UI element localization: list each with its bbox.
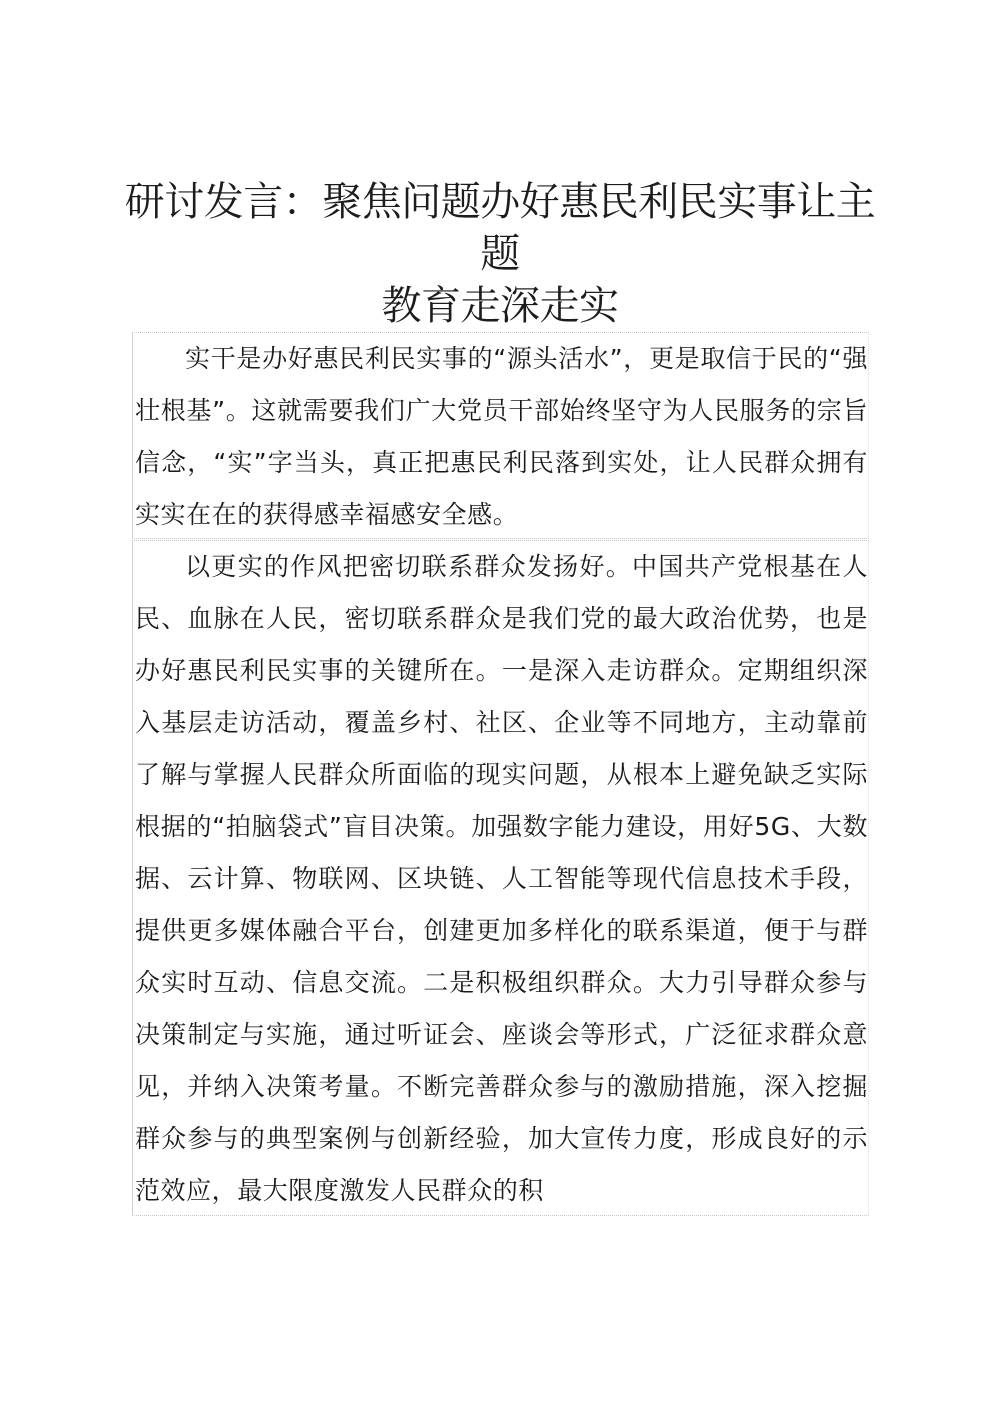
- document-title: [110, 176, 890, 332]
- paragraph-block-2: [132, 540, 869, 1216]
- title-line-2: 教育走深走实: [381, 283, 619, 329]
- paragraph-2: 以更实的作风把密切联系群众发扬好。中国共产党根基在人民、血脉在人民，密切联系群众是我们党的最大政治优势，也是办好惠民利民实事的关键所在。一是深入走访群众。定期组织深入基层走访活动，覆盖乡村、社区、企业等不同地方，主动靠前了解与掌握人民群众所面临的现实问题，从根本上避免缺乏实际根据的“拍脑袋式”盲目决策。加强数字能力建设，用好5G、大数据、云计算、物联网、区块链、人工智能等现代信息技术手段，提供更多媒体融合平台，创建更加多样化的联系渠道，便于与群众实时互动、信息交流。二是积极组织群众。大力引导群众参与决策制定与实施，通过听证会、座谈会等形式，广泛征求群众意见，并纳入决策考量。不断完善群众参与的激励措施，深入挖掘群众参与的典型案例与创新经验，加大宣传力度，形成良好的示范效应，最大限度激发人民群众的积: [135, 552, 868, 1205]
- title-line-1: 研讨发言：聚焦问题办好惠民利民实事让主题: [124, 179, 876, 277]
- paragraph-block-1: [132, 332, 869, 539]
- paragraph-1: 实干是办好惠民利民实事的“源头活水”，更是取信于民的“强壮根基”。这就需要我们广大党员干部始终坚守为人民服务的宗旨信念，“实”字当头，真正把惠民利民落到实处，让人民群众拥有实实在在的获得感幸福感安全感。: [135, 344, 868, 529]
